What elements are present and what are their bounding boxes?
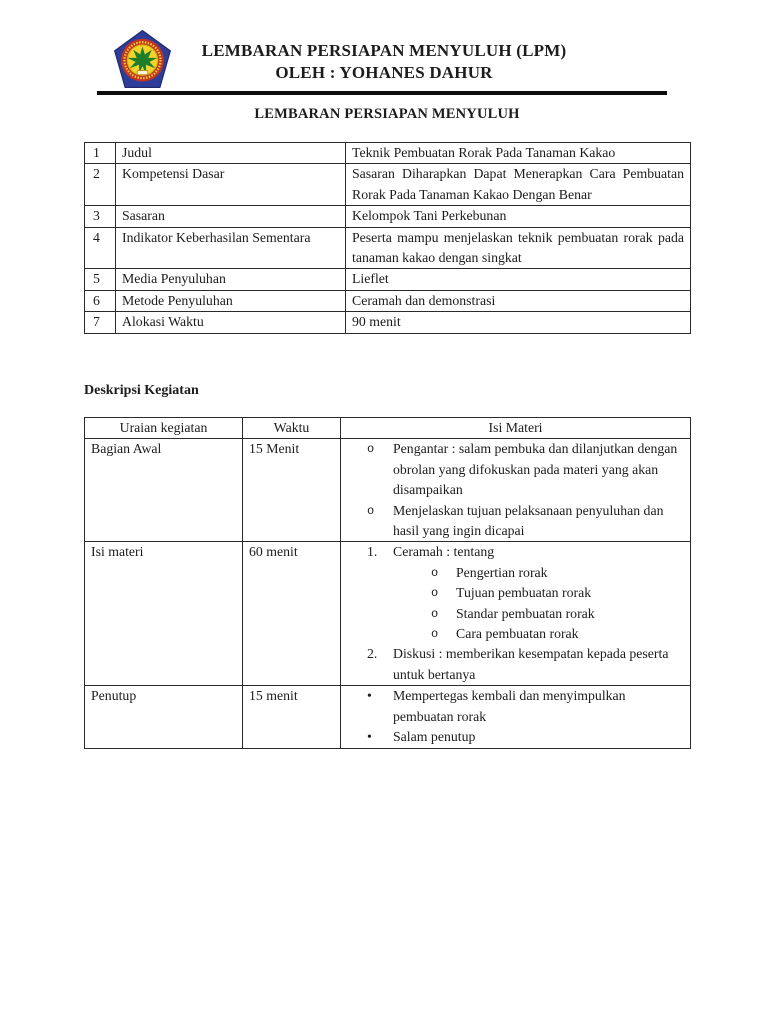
row-label: Metode Penyuluhan — [116, 290, 346, 311]
bullet-marker: • — [367, 729, 372, 745]
table-row — [85, 290, 691, 311]
column-header-isi-materi: Isi Materi — [341, 418, 691, 439]
list-item — [431, 563, 684, 583]
header-divider — [97, 91, 667, 95]
bullet-marker: o — [431, 606, 439, 621]
letterhead — [186, 40, 582, 84]
activity-name: Penutup — [85, 686, 243, 748]
row-number: 1 — [85, 143, 116, 164]
table-row — [85, 312, 691, 333]
row-value: Ceramah dan demonstrasi — [346, 290, 691, 311]
activity-duration: 15 Menit — [243, 439, 341, 542]
section-heading: Deskripsi Kegiatan — [84, 383, 199, 398]
list-item-text: Cara pembuatan rorak — [456, 626, 579, 642]
table-header-row — [85, 418, 691, 439]
table-row — [85, 269, 691, 290]
row-label: Indikator Keberhasilan Sementara — [116, 227, 346, 269]
list-item-text: Ceramah : tentang — [393, 544, 495, 560]
activity-duration: 60 menit — [243, 542, 341, 686]
row-value: Sasaran Diharapkan Dapat Menerapkan Cara Pembuatan Rorak Pada Tanaman Kakao Dengan Benar — [346, 164, 691, 206]
row-number: 7 — [85, 312, 116, 333]
list-item — [431, 624, 684, 644]
bullet-marker: o — [431, 565, 439, 580]
list-item — [431, 604, 684, 624]
list-item — [367, 501, 684, 542]
activity-content — [341, 686, 691, 748]
row-number: 2 — [85, 164, 116, 206]
row-value: Teknik Pembuatan Rorak Pada Tanaman Kakao — [346, 143, 691, 164]
activity-content — [341, 439, 691, 542]
table-row — [85, 143, 691, 164]
row-value: Lieflet — [346, 269, 691, 290]
list-item-text: Standar pembuatan rorak — [456, 605, 595, 621]
row-number: 5 — [85, 269, 116, 290]
number-marker: 2. — [367, 646, 378, 662]
table-row — [85, 686, 691, 748]
list-item-text: Diskusi : memberikan kesempatan kepada peserta untuk bertanya — [393, 646, 669, 682]
list-item — [367, 439, 684, 500]
bullet-marker: o — [431, 586, 439, 601]
page-title: LEMBARAN PERSIAPAN MENYULUH — [254, 106, 520, 122]
table-row — [85, 439, 691, 542]
info-table — [84, 142, 691, 334]
row-number: 6 — [85, 290, 116, 311]
list-item-text: Pengertian rorak — [456, 564, 548, 580]
letterhead-title: LEMBARAN PERSIAPAN MENYULUH (LPM) — [201, 41, 567, 60]
table-row — [85, 164, 691, 206]
activity-duration: 15 menit — [243, 686, 341, 748]
row-number: 4 — [85, 227, 116, 269]
row-value: Peserta mampu menjelaskan teknik pembuatan rorak pada tanaman kakao dengan singkat — [346, 227, 691, 269]
row-label: Kompetensi Dasar — [116, 164, 346, 206]
bullet-marker: o — [367, 442, 375, 457]
number-marker: 1. — [367, 544, 378, 560]
table-row — [85, 227, 691, 269]
column-header-waktu: Waktu — [243, 418, 341, 439]
activity-content — [341, 542, 691, 686]
list-item-text: Tujuan pembuatan rorak — [456, 585, 592, 601]
row-label: Alokasi Waktu — [116, 312, 346, 333]
table-row — [85, 542, 691, 686]
list-item-text: Menjelaskan tujuan pelaksanaan penyuluhan dan hasil yang ingin dicapai — [393, 502, 664, 539]
column-header-uraian: Uraian kegiatan — [85, 418, 243, 439]
list-item-text: Pengantar : salam pembuka dan dilanjutkan dengan obrolan yang difokuskan pada materi yang akan disampaikan — [393, 441, 678, 498]
table-row — [85, 206, 691, 227]
university-emblem-icon — [112, 30, 173, 88]
row-value: Kelompok Tani Perkebunan — [346, 206, 691, 227]
row-label: Judul — [116, 143, 346, 164]
activity-name: Bagian Awal — [85, 439, 243, 542]
row-label: Sasaran — [116, 206, 346, 227]
letterhead-author: OLEH : YOHANES DAHUR — [275, 63, 493, 82]
list-item-text: Salam penutup — [393, 729, 476, 745]
row-label: Media Penyuluhan — [116, 269, 346, 290]
list-item — [367, 644, 684, 685]
list-item — [367, 542, 684, 562]
list-item — [367, 686, 684, 727]
list-item — [431, 583, 684, 603]
bullet-marker: o — [431, 627, 439, 642]
list-item-text: Mempertegas kembali dan menyimpulkan pembuatan rorak — [393, 688, 626, 724]
row-value: 90 menit — [346, 312, 691, 333]
bullet-marker: o — [367, 503, 375, 518]
bullet-marker: • — [367, 688, 372, 704]
activity-table — [84, 417, 691, 749]
activity-name: Isi materi — [85, 542, 243, 686]
row-number: 3 — [85, 206, 116, 227]
list-item — [367, 727, 684, 747]
